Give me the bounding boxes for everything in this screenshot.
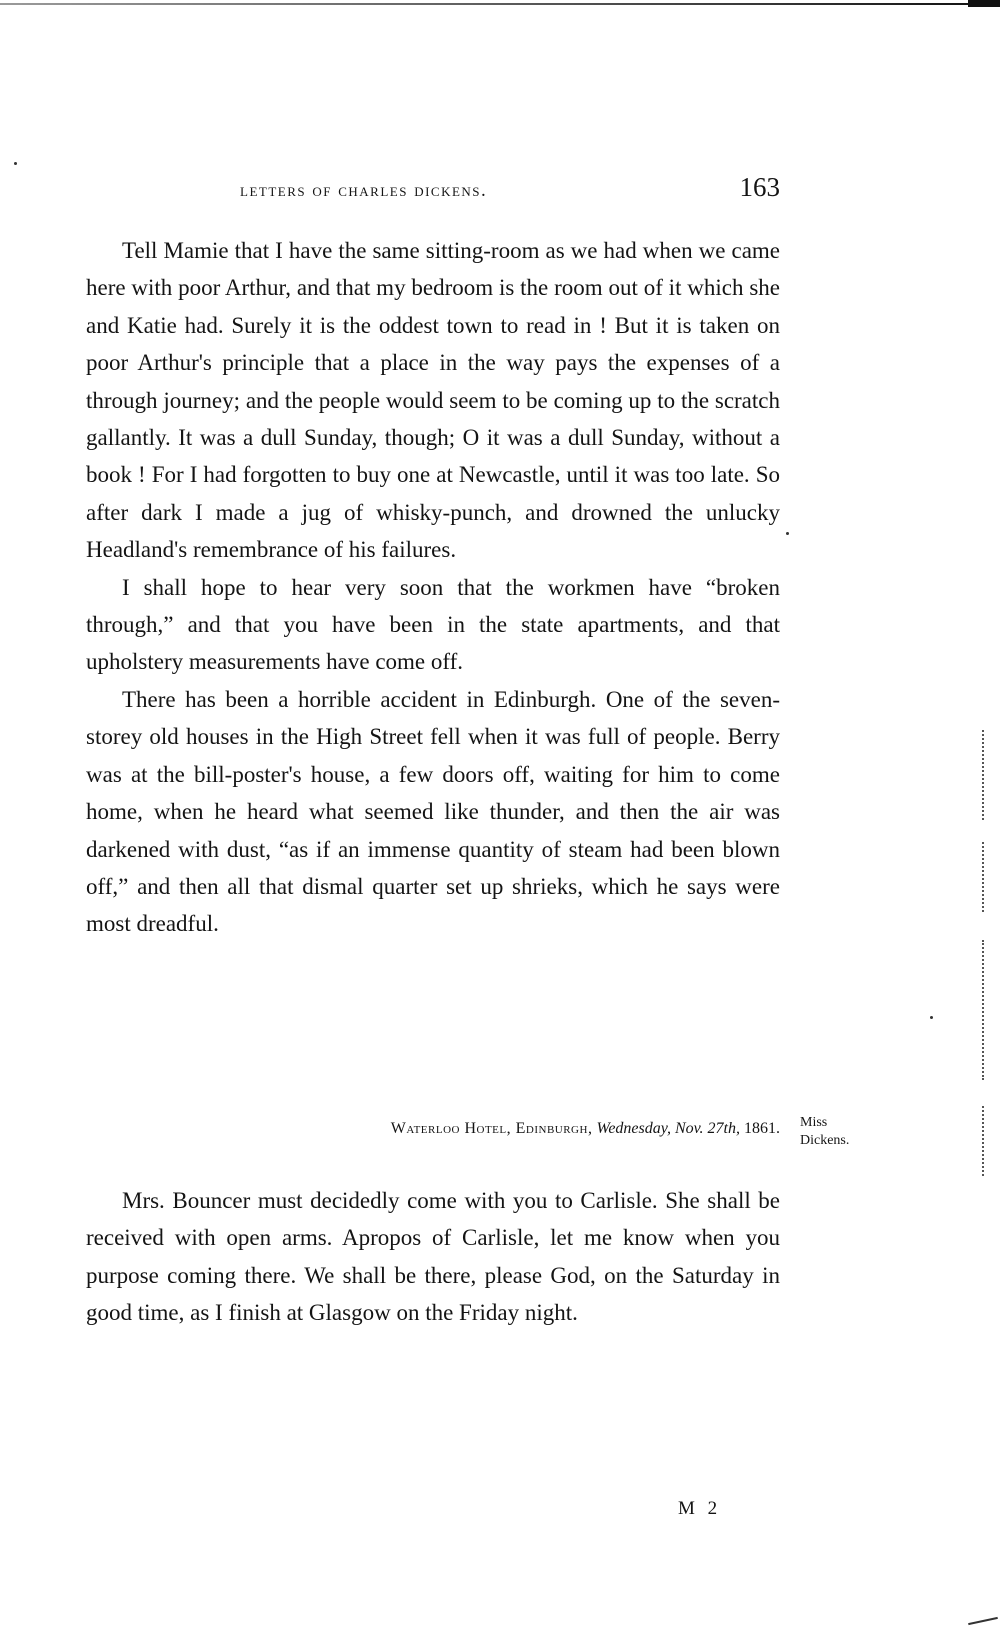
dateline-place: Waterloo Hotel, Edinburgh, [390, 1120, 593, 1137]
running-head [86, 172, 780, 212]
scan-edge-mark [968, 1617, 998, 1625]
page-number: 163 [739, 172, 780, 202]
scan-edge-dots [982, 730, 984, 820]
recipient-line: Miss [800, 1115, 828, 1130]
recipient-margin-note [800, 1114, 890, 1150]
scan-edge-dots [982, 842, 984, 912]
scan-top-rule [0, 3, 990, 5]
paragraph: Mrs. Bouncer must decidedly come with you to Carlisle. She shall be received with open arms. Apropos of Carlisle, let me know when you purpose coming there. We shall be there, please God, on the Saturday in good time, as I finish at Glasgow on the Friday night. [86, 1188, 780, 1326]
recipient-line: Dickens. [800, 1133, 850, 1148]
paragraph: Tell Mamie that I have the same sitting-room as we had when we came here with poor Arthur, and that my bedroom is the room out of it which she and Katie had. Surely it is the oddest town to read in ! But it is taken on poor Arthur's principle that a place in the way pays the expenses of a through journey; and the people would seem to be coming up to the scratch gallantly. It was a dull Sunday, though; O it was a dull Sunday, without a book ! For I had forgotten to buy one at Newcastle, until it was too late. So after dark I made a jug of whisky-punch, and drowned the unlucky Headland's remembrance of his failures. [86, 238, 780, 563]
scan-speck [786, 532, 789, 535]
dateline-year: 1861. [744, 1120, 780, 1137]
paragraph: There has been a horrible accident in Edinburgh. One of the seven-storey old houses in the High Street fell when it was full of people. Berry was at the bill-poster's house, a few doors off, waiting for him to come home, when he heard what seemed like thunder, and then the air was darkened with dust, “as if an immense quantity of steam had been blown off,” and then all that dismal quarter set up shrieks, which he says were most dreadful. [86, 686, 780, 937]
scan-speck [14, 162, 17, 165]
paragraph: I shall hope to hear very soon that the workmen have “broken through,” and that you have been in the state apartments, and that upholstery measurements have come off. [86, 574, 780, 675]
scan-top-rule-end [968, 0, 1000, 7]
dateline-date: Wednesday, Nov. 27th, [596, 1120, 740, 1137]
running-title: letters of charles dickens. [240, 180, 488, 201]
scan-edge-dots [982, 1106, 984, 1176]
letter-2-body [86, 1182, 780, 1332]
letter-1-body [86, 232, 780, 943]
signature-mark: M 2 [678, 1498, 722, 1519]
letter-2-dateline [180, 1120, 780, 1138]
scan-edge-dots [982, 940, 984, 1080]
scan-speck [930, 1016, 933, 1019]
